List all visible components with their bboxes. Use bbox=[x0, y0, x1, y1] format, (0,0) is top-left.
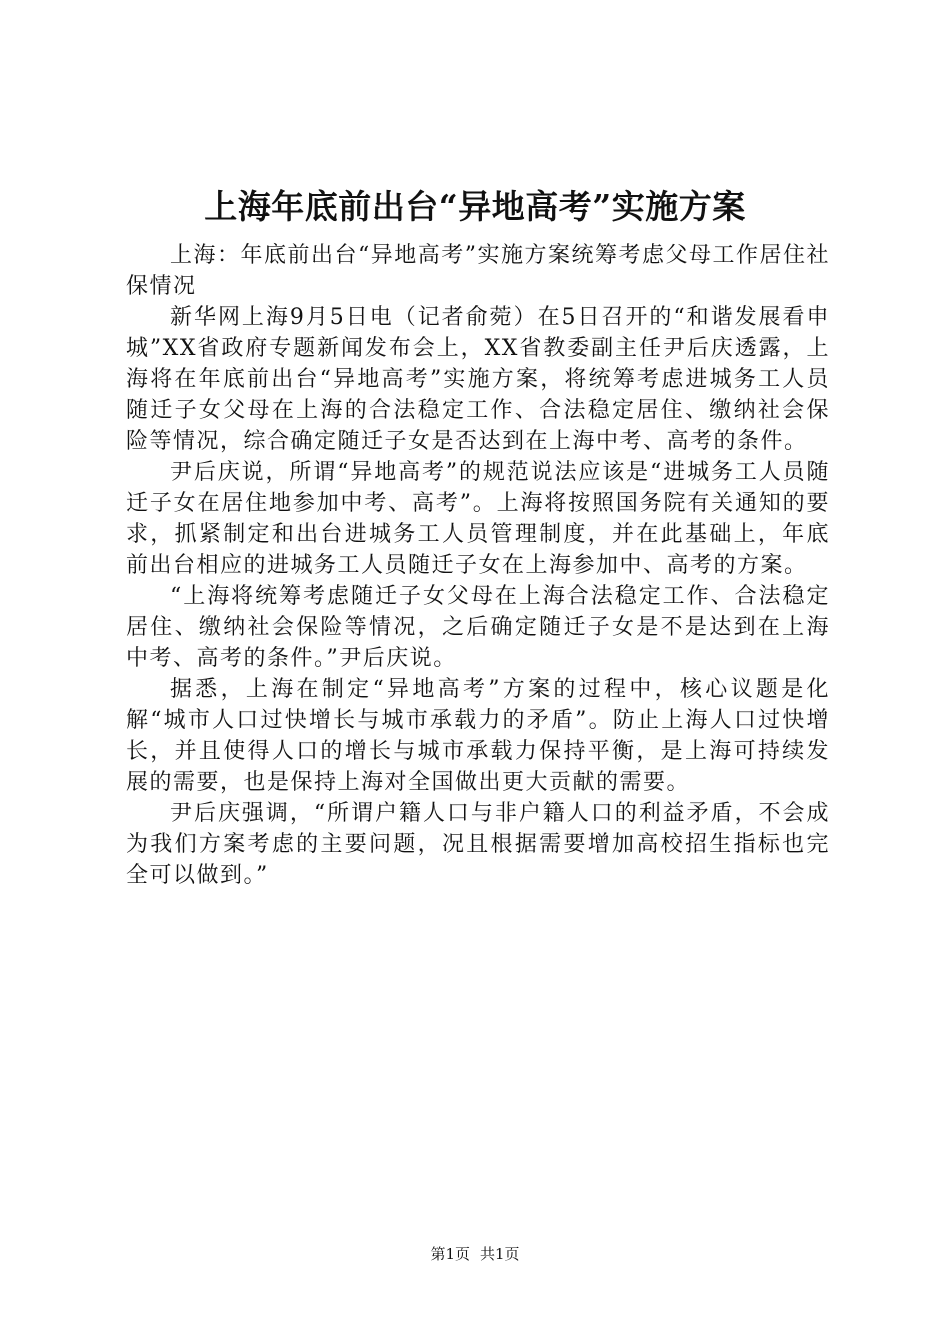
page-total: 共1页 bbox=[480, 1245, 520, 1263]
page-number: 第1页 bbox=[430, 1245, 470, 1263]
document-title: 上海年底前出台“异地高考”实施方案 bbox=[204, 187, 746, 226]
paragraph: 据悉，上海在制定“异地高考”方案的过程中，核心议题是化解“城市人口过快增长与城市承载力的矛盾”。防止上海人口过快增长，并且使得人口的增长与城市承载力保持平衡，是上海可持续发展的需要，也是保持上海对全国做出更大贡献的需要。 bbox=[126, 677, 830, 795]
document-body bbox=[126, 240, 830, 891]
paragraph: 新华网上海9月5日电（记者俞菀）在5日召开的“和谐发展看申城”XX省政府专题新闻发布会上，XX省教委副主任尹后庆透露，上海将在年底前出台“异地高考”实施方案，将统筹考虑进城务工人员随迁子女父母在上海的合法稳定工作、合法稳定居住、缴纳社会保险等情况，综合确定随迁子女是否达到在上海中考、高考的条件。 bbox=[126, 305, 830, 454]
paragraph: 尹后庆说，所谓“异地高考”的规范说法应该是“进城务工人员随迁子女在居住地参加中考、高考”。上海将按照国务院有关通知的要求，抓紧制定和出台进城务工人员管理制度，并在此基础上，年底前出台相应的进城务工人员随迁子女在上海参加中、高考的方案。 bbox=[126, 460, 830, 578]
page-footer bbox=[0, 1244, 950, 1264]
paragraph: “上海将统筹考虑随迁子女父母在上海合法稳定工作、合法稳定居住、缴纳社会保险等情况，之后确定随迁子女是不是达到在上海中考、高考的条件。”尹后庆说。 bbox=[126, 584, 830, 671]
paragraph: 尹后庆强调，“所谓户籍人口与非户籍人口的利益矛盾，不会成为我们方案考虑的主要问题，况且根据需要增加高校招生指标也完全可以做到。” bbox=[126, 801, 830, 888]
paragraph-subtitle: 上海：年底前出台“异地高考”实施方案统筹考虑父母工作居住社保情况 bbox=[126, 243, 830, 299]
